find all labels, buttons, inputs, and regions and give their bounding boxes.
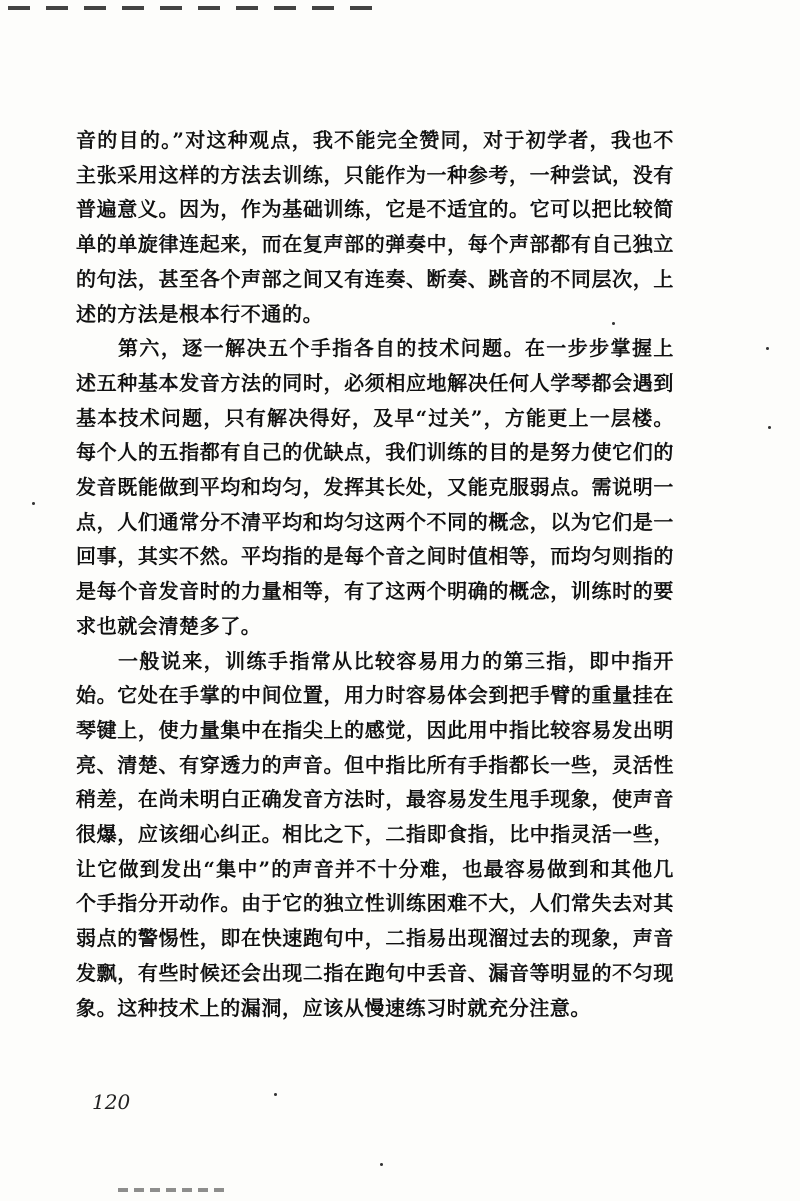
page-number: 120 <box>92 1090 131 1114</box>
paragraph-2: 第六，逐一解决五个手指各自的技术问题。在一步步掌握上述五种基本发音方法的同时，必须相应地解决任何人学琴都会遇到基本技术问题，只有解决得好，及早“过关”，方能更上一层楼。每个人的五指都有自己的优缺点，我们训练的目的是努力使它们的发音既能做到平均和均匀，发挥其长处，又能克服弱点。需说明一点，人们通常分不清平均和均匀这两个不同的概念，以为它们是一回事，其实不然。平均指的是每个音之间时值相等，而均匀则指的是每个音发音时的力量相等，有了这两个明确的概念，训练时的要求也就会清楚多了。 <box>76 336 674 638</box>
scan-speck <box>274 1093 277 1096</box>
scan-speck <box>612 322 615 325</box>
paragraph-3: 一般说来，训练手指常从比较容易用力的第三指，即中指开始。它处在手掌的中间位置，用力时容易体会到把手臂的重量挂在琴键上，使力量集中在指尖上的感觉，因此用中指比较容易发出明亮、清楚、有穿透力的声音。但中指比所有手指都长一些，灵活性稍差，在尚未明白正确发音方法时，最容易发生甩手现象，使声音很爆，应该细心纠正。相比之下，二指即食指，比中指灵活一些，让它做到发出“集中”的声音并不十分难，也最容易做到和其他几个手指分开动作。由于它的独立性训练困难不大，人们常失去对其弱点的警惕性，即在快速跑句中，二指易出现溜过去的现象，声音发飘，有些时候还会出现二指在跑句中丢音、漏音等明显的不匀现象。这种技术上的漏洞，应该从慢速练习时就充分注意。 <box>76 648 674 1020</box>
scan-speck <box>768 426 771 429</box>
scan-speck <box>380 1163 383 1166</box>
top-dashed-rule <box>8 6 388 10</box>
paragraph-1: 音的目的。”对这种观点，我不能完全赞同，对于初学者，我也不主张采用这样的方法去训练，只能作为一种参考，一种尝试，没有普遍意义。因为，作为基础训练，它是不适宜的。它可以把比较简单的单旋律连起来，而在复声部的弹奏中，每个声部都有自己独立的句法，甚至各个声部之间又有连奏、断奏、跳音的不同层次，上述的方法是根本行不通的。 <box>76 128 674 326</box>
bottom-scan-mark <box>118 1188 228 1192</box>
scan-speck <box>32 502 35 505</box>
body-text <box>76 123 674 1025</box>
scan-speck <box>766 347 769 350</box>
